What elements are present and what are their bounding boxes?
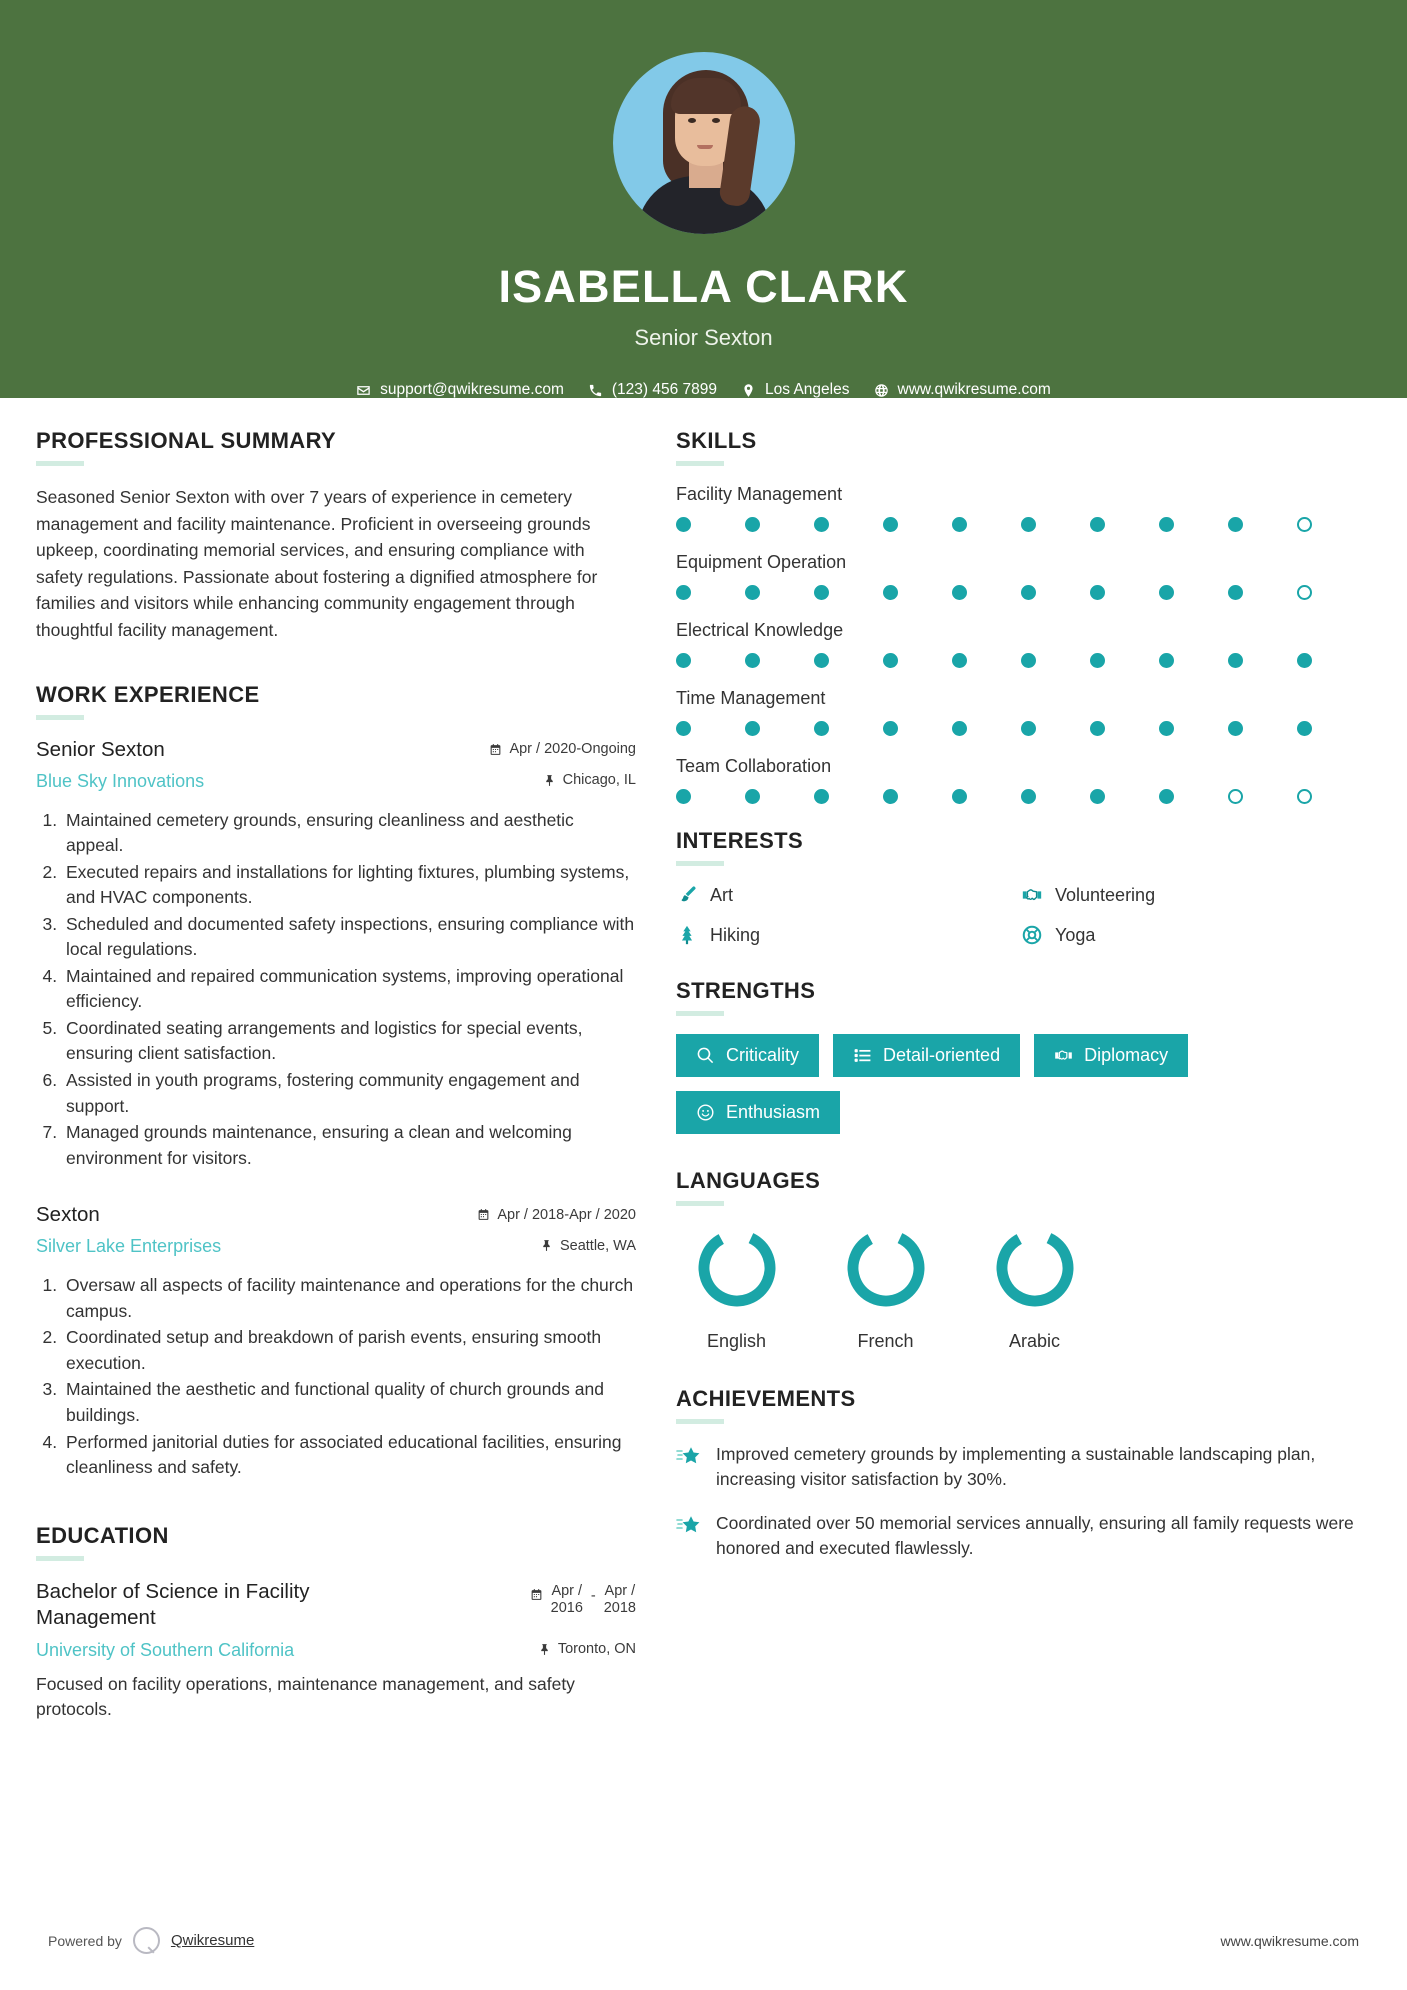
- strength-label: Enthusiasm: [726, 1102, 821, 1122]
- avatar-hair-front: [671, 78, 741, 114]
- envelope-icon: [356, 383, 371, 398]
- skill-dot-filled: [883, 721, 898, 736]
- skill-dot-filled: [883, 517, 898, 532]
- job-bullet: 4. Performed janitorial duties for associated educational facilities, ensuring cleanliness and safety.: [62, 1430, 636, 1481]
- section-heading-achievements: ACHIEVEMENTS: [676, 1386, 856, 1411]
- skill-block: [676, 756, 1366, 804]
- language-label: Arabic: [1008, 1331, 1061, 1351]
- education-start-month: Apr /: [551, 1582, 583, 1599]
- skill-dot-filled: [814, 789, 829, 804]
- skill-dot-empty: [1228, 789, 1243, 804]
- achievement-item: [676, 1442, 1366, 1493]
- contact-website[interactable]: [874, 381, 1051, 399]
- skill-dot-filled: [883, 653, 898, 668]
- strength-criticality: [676, 1034, 819, 1077]
- section-rule: [676, 1201, 724, 1206]
- interest-item: [1021, 924, 1366, 946]
- section-heading-interests: INTERESTS: [676, 828, 804, 853]
- job-bullet: 5. Coordinated seating arrangements and logistics for special events, ensuring client satisfaction.: [62, 1016, 636, 1067]
- section-rule: [36, 715, 84, 720]
- section-heading-skills: SKILLS: [676, 428, 757, 453]
- contact-email-text: support@qwikresume.com: [380, 381, 564, 398]
- skill-block: [676, 620, 1366, 668]
- skill-dot-filled: [1090, 721, 1105, 736]
- achievement-item: [676, 1511, 1366, 1562]
- language-progress-ring: [842, 1224, 930, 1312]
- resume-header: [0, 0, 1407, 398]
- interest-label: Yoga: [1055, 924, 1096, 945]
- paintbrush-icon: [676, 884, 698, 906]
- skill-dot-filled: [814, 721, 829, 736]
- skill-dot-filled: [814, 653, 829, 668]
- strength-diplomacy: [1034, 1034, 1188, 1077]
- work-entry: [36, 738, 636, 1172]
- skill-name: Time Management: [676, 688, 826, 708]
- globe-icon: [874, 383, 889, 398]
- section-heading-education: EDUCATION: [36, 1522, 169, 1548]
- achievement-text: Coordinated over 50 memorial services annually, ensuring all family requests were honored and executed flawlessly.: [716, 1512, 1354, 1559]
- job-dates: [477, 1207, 636, 1223]
- skill-block: [676, 688, 1366, 736]
- qwikresume-link[interactable]: Qwikresume: [170, 1932, 255, 1949]
- section-heading-summary: PROFESSIONAL SUMMARY: [36, 428, 337, 453]
- language-label: French: [857, 1331, 914, 1351]
- job-location-text: Seattle, WA: [559, 1237, 636, 1254]
- skill-name: Team Collaboration: [676, 756, 832, 776]
- avatar-eye-left: [688, 118, 696, 123]
- skill-dot-filled: [676, 721, 691, 736]
- skill-name: Electrical Knowledge: [676, 620, 844, 640]
- interest-label: Hiking: [710, 924, 761, 945]
- summary-text: Seasoned Senior Sexton with over 7 years of experience in cemetery management and facility maintenance. Proficient in overseeing grounds upkeep, coordinating memorial services, and ensuring compliance with safety regulations. Passionate about fostering a dignified atmosphere for families and visitors while enhancing community engagement through thoughtful facility management.: [36, 487, 598, 640]
- skill-dot-filled: [952, 653, 967, 668]
- skill-dot-filled: [1090, 789, 1105, 804]
- skill-dot-filled: [883, 585, 898, 600]
- section-heading-strengths: STRENGTHS: [676, 978, 816, 1003]
- work-entry: [36, 1203, 636, 1480]
- skill-dot-filled: [952, 789, 967, 804]
- section-rule: [36, 1556, 84, 1561]
- skill-dot-filled: [1090, 653, 1105, 668]
- contact-row: [356, 381, 1051, 399]
- contact-phone-text: (123) 456 7899: [611, 381, 718, 398]
- skill-dot-filled: [1021, 721, 1036, 736]
- section-professional-summary: [36, 428, 636, 644]
- resume-footer: [0, 1927, 1407, 1954]
- section-rule: [676, 461, 724, 466]
- job-bullet: 4. Maintained and repaired communication systems, improving operational efficiency.: [62, 964, 636, 1015]
- calendar-icon: [530, 1588, 543, 1601]
- skill-dot-filled: [1021, 517, 1036, 532]
- language-label: English: [706, 1331, 767, 1351]
- job-bullet-list: [36, 808, 636, 1172]
- skills-list: [676, 484, 1366, 804]
- contact-location-text: Los Angeles: [765, 381, 850, 398]
- star-badge-icon: [676, 1444, 702, 1470]
- contact-email[interactable]: [356, 381, 564, 399]
- education-end-year: 2018: [603, 1600, 636, 1617]
- avatar-eye-right: [712, 118, 720, 123]
- skill-dot-filled: [1090, 585, 1105, 600]
- powered-by-block: [48, 1927, 254, 1954]
- calendar-icon: [489, 743, 502, 756]
- skill-dot-filled: [1159, 585, 1174, 600]
- lifebuoy-icon: [1021, 924, 1043, 946]
- magnifier-icon: [696, 1046, 715, 1065]
- contact-website-text: www.qwikresume.com: [897, 381, 1051, 398]
- section-languages: [676, 1168, 1366, 1352]
- skill-dot-filled: [1228, 653, 1243, 668]
- section-interests: [676, 828, 1366, 946]
- section-rule: [676, 1419, 724, 1424]
- powered-by-label: Powered by: [48, 1932, 122, 1949]
- skill-dot-filled: [952, 721, 967, 736]
- phone-icon: [588, 383, 603, 398]
- job-bullet: 1. Oversaw all aspects of facility maintenance and operations for the church campus.: [62, 1273, 636, 1324]
- skill-dot-filled: [1159, 789, 1174, 804]
- skill-dot-filled: [1159, 653, 1174, 668]
- education-dates: [530, 1579, 636, 1618]
- job-company: Blue Sky Innovations: [36, 770, 205, 791]
- pin-icon: [543, 774, 556, 787]
- education-end-date: [604, 1583, 636, 1618]
- skill-dot-filled: [952, 517, 967, 532]
- skill-name: Equipment Operation: [676, 552, 847, 572]
- interest-label: Art: [710, 884, 734, 905]
- skill-rating: [676, 653, 1366, 668]
- job-bullet: 7. Managed grounds maintenance, ensuring a clean and welcoming environment for visitors.: [62, 1120, 636, 1171]
- interest-label: Volunteering: [1055, 884, 1156, 905]
- skill-dot-empty: [1297, 517, 1312, 532]
- list-icon: [853, 1046, 872, 1065]
- skill-rating: [676, 585, 1366, 600]
- section-strengths: [676, 978, 1366, 1134]
- strength-label: Detail-oriented: [883, 1045, 1001, 1065]
- section-skills: [676, 428, 1366, 804]
- skill-dot-filled: [814, 517, 829, 532]
- job-dates-text: Apr / 2018-Apr / 2020: [497, 1206, 636, 1223]
- star-badge-icon: [676, 1513, 702, 1539]
- right-column: [676, 398, 1366, 1723]
- skill-dot-filled: [745, 789, 760, 804]
- skill-dot-filled: [883, 789, 898, 804]
- skill-dot-filled: [745, 585, 760, 600]
- job-bullet: 3. Scheduled and documented safety inspections, ensuring compliance with local regulations.: [62, 912, 636, 963]
- job-position: Sexton: [36, 1203, 100, 1227]
- handshake-icon: [1021, 884, 1043, 906]
- section-heading-work: WORK EXPERIENCE: [36, 681, 260, 707]
- skill-dot-filled: [1297, 653, 1312, 668]
- strength-label: Criticality: [726, 1045, 800, 1065]
- achievement-text: Improved cemetery grounds by implementing a sustainable landscaping plan, increasing visitor satisfaction by 30%.: [716, 1444, 1316, 1490]
- strength-enthusiasm: [676, 1091, 840, 1134]
- job-company: Silver Lake Enterprises: [36, 1236, 222, 1257]
- candidate-name: ISABELLA CLARK: [498, 261, 909, 312]
- job-bullet: 1. Maintained cemetery grounds, ensuring cleanliness and aesthetic appeal.: [62, 808, 636, 859]
- skill-dot-filled: [952, 585, 967, 600]
- skill-dot-empty: [1297, 789, 1312, 804]
- skill-name: Facility Management: [676, 484, 843, 504]
- education-school: University of Southern California: [36, 1639, 295, 1660]
- skill-dot-filled: [745, 721, 760, 736]
- job-location-text: Chicago, IL: [562, 772, 636, 789]
- education-date-separator: -: [590, 1587, 596, 1604]
- skill-dot-filled: [676, 653, 691, 668]
- skill-dot-filled: [1090, 517, 1105, 532]
- skill-dot-filled: [1159, 517, 1174, 532]
- resume-body: [0, 398, 1407, 1723]
- left-column: [36, 398, 636, 1723]
- map-pin-icon: [741, 383, 756, 398]
- skill-dot-filled: [1228, 585, 1243, 600]
- avatar: [613, 52, 795, 234]
- strength-label: Diplomacy: [1084, 1045, 1169, 1065]
- skill-block: [676, 552, 1366, 600]
- education-entry: [36, 1579, 636, 1723]
- footer-url: www.qwikresume.com: [1220, 1932, 1359, 1949]
- job-bullet: 6. Assisted in youth programs, fostering community engagement and support.: [62, 1068, 636, 1119]
- education-end-month: Apr /: [604, 1582, 636, 1599]
- education-description: Focused on facility operations, maintenance management, and safety protocols.: [36, 1673, 575, 1720]
- job-dates: [489, 741, 636, 757]
- education-degree: Bachelor of Science in Facility Management: [36, 1579, 310, 1630]
- pine-tree-icon: [676, 924, 698, 946]
- skill-dot-filled: [676, 789, 691, 804]
- skill-dot-filled: [1228, 517, 1243, 532]
- section-achievements: [676, 1386, 1366, 1562]
- interest-item: [1021, 884, 1366, 906]
- interest-item: [676, 884, 1021, 906]
- skill-rating: [676, 789, 1366, 804]
- skill-dot-empty: [1297, 585, 1312, 600]
- language-progress-ring: [693, 1224, 781, 1312]
- candidate-title: Senior Sexton: [634, 325, 773, 350]
- job-location: [540, 1238, 636, 1254]
- section-rule: [676, 1011, 724, 1016]
- contact-phone[interactable]: [588, 381, 717, 399]
- skill-dot-filled: [1159, 721, 1174, 736]
- skill-dot-filled: [1297, 721, 1312, 736]
- skill-dot-filled: [1021, 789, 1036, 804]
- section-rule: [676, 861, 724, 866]
- job-bullet-list: [36, 1273, 636, 1480]
- pin-icon: [538, 1643, 551, 1656]
- language-progress-ring: [991, 1224, 1079, 1312]
- skill-dot-filled: [1228, 721, 1243, 736]
- section-education: [36, 1523, 636, 1723]
- job-bullet: 3. Maintained the aesthetic and functional quality of church grounds and buildings.: [62, 1377, 636, 1428]
- language-item: [684, 1224, 789, 1352]
- section-work-experience: [36, 682, 636, 1481]
- pin-icon: [540, 1239, 553, 1252]
- languages-list: [676, 1224, 1366, 1352]
- strengths-list: [676, 1034, 1366, 1134]
- skill-dot-filled: [745, 653, 760, 668]
- education-start-date: [551, 1583, 583, 1618]
- strength-detail-oriented: [833, 1034, 1020, 1077]
- job-bullet: 2. Coordinated setup and breakdown of parish events, ensuring smooth execution.: [62, 1325, 636, 1376]
- skill-dot-filled: [676, 585, 691, 600]
- language-item: [982, 1224, 1087, 1352]
- education-location: [538, 1641, 636, 1657]
- smiley-icon: [696, 1103, 715, 1122]
- interest-item: [676, 924, 1021, 946]
- qwikresume-logo-icon: [133, 1927, 160, 1954]
- education-location-text: Toronto, ON: [557, 1641, 636, 1658]
- job-dates-text: Apr / 2020-Ongoing: [509, 741, 636, 758]
- job-bullet: 2. Executed repairs and installations for lighting fixtures, plumbing systems, and HVAC components.: [62, 860, 636, 911]
- skill-dot-filled: [745, 517, 760, 532]
- contact-location[interactable]: [741, 381, 849, 399]
- skill-dot-filled: [814, 585, 829, 600]
- skill-dot-filled: [676, 517, 691, 532]
- skill-rating: [676, 517, 1366, 532]
- interests-grid: [676, 884, 1366, 946]
- education-start-year: 2016: [550, 1600, 583, 1617]
- skill-dot-filled: [1021, 653, 1036, 668]
- section-rule: [36, 461, 84, 466]
- skill-rating: [676, 721, 1366, 736]
- handshake-icon: [1054, 1046, 1073, 1065]
- skill-dot-filled: [1021, 585, 1036, 600]
- job-location: [543, 772, 636, 788]
- calendar-icon: [477, 1208, 490, 1221]
- skill-block: [676, 484, 1366, 532]
- job-position: Senior Sexton: [36, 737, 165, 761]
- section-heading-languages: LANGUAGES: [676, 1168, 821, 1193]
- avatar-mouth: [697, 145, 713, 149]
- language-item: [833, 1224, 938, 1352]
